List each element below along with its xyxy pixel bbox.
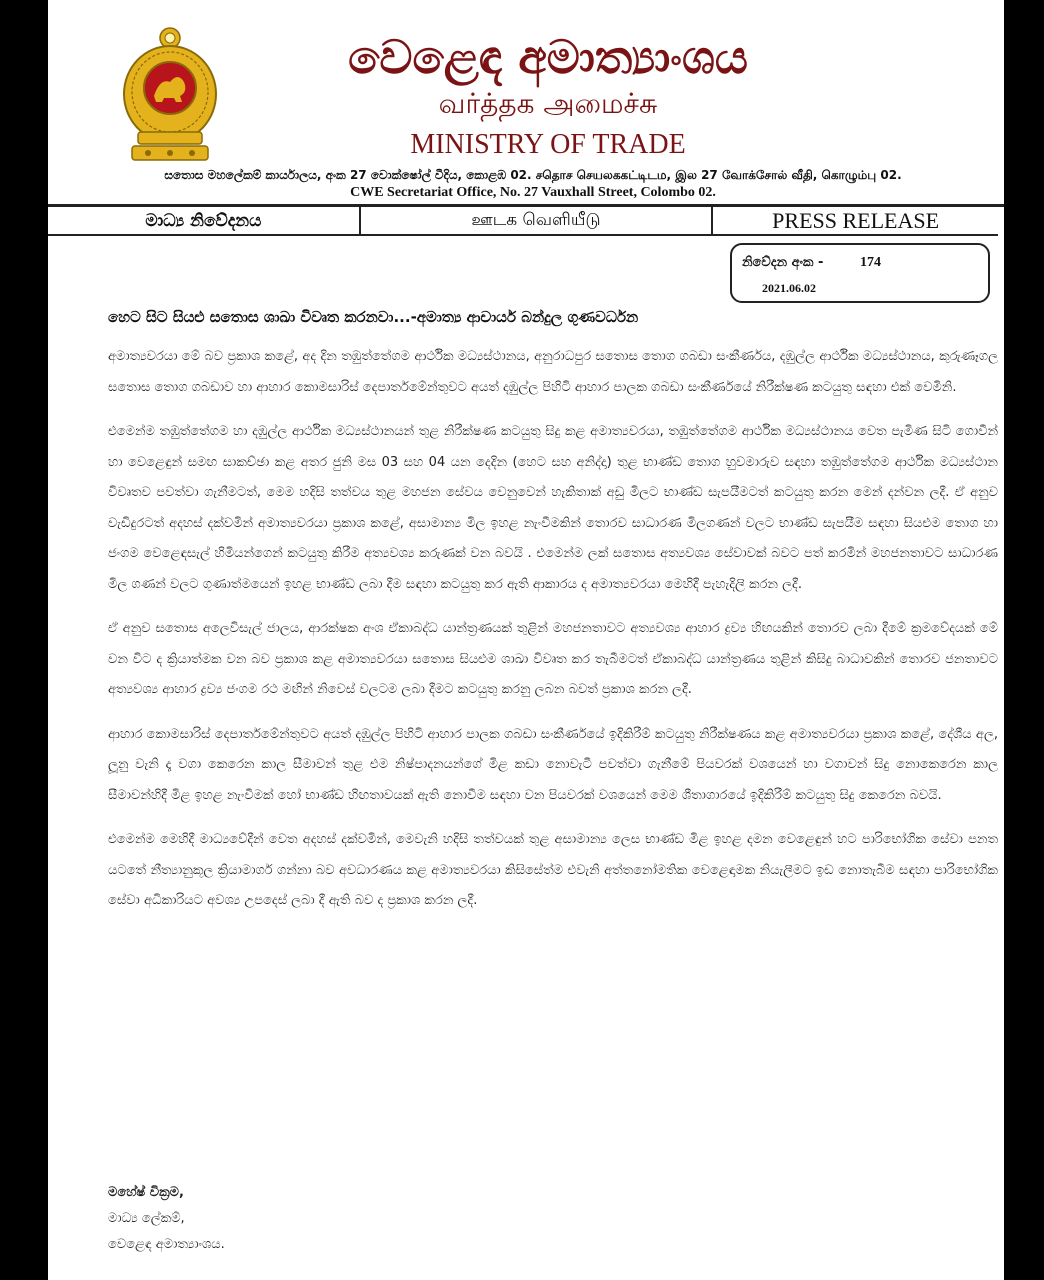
paragraph: එමෙන්ම මෙහිදී මාධ්‍යවේදීන් වෙත අදහස් දක්වමින්, මෙවැනි හදිසි තත්වයක් තුළ අසාමාන්‍ය ලෙස භාණ්ඩ මිළ ඉහළ දමන වෙළෙඳුන් හට පාරිභෝගික සේවා පනත යටතේ නීත්‍යානුකූල ක්‍රියාමාර්ග ගන්නා බව අවධාරණය කළ අමාත්‍යවරයා කිසිසේත්ම එවැනි අත්තනෝමතික වෙළෙඳාමක නියැලීමට ඉඩ නොතැබීම සඳහා පාරිභෝගික සේවා අධිකාරියට අවශ්‍ය උපදෙස් ලබා දී ඇති බව ද ප්‍රකාශ කරන ලදී. bbox=[108, 832, 998, 908]
banner-sinhala: මාධ්‍ය නිවේදනය bbox=[48, 207, 361, 234]
reference-number: 174 bbox=[860, 255, 881, 270]
paragraph: අමාත්‍යවරයා මේ බව ප්‍රකාශ කළේ, අද දින තඹුත්තේගම ආර්ථික මධ්‍යස්ථානය, අනුරාධපුර සතොස තොග ගබඩා සංකීර්ණය, දඹුල්ල ආර්ථික මධ්‍යස්ථානය, කුරුණෑගල සතොස තොග ගබඩාව හා ආහාර කොමසාරිස් දෙපාර්තමේන්තුවට අයත් දඹුල්ල පිහිටි ආහාර පාලක ගබඩා සංකීර්ණයේ නිරීක්ෂණ කටයුතු සඳහා එක් වෙමිනි. bbox=[108, 349, 998, 395]
paragraph: එමෙන්ම තඹුත්තේගම හා දඹුල්ල ආර්ථික මධ්‍යස්ථානයන් තුළ නිරීක්ෂණ කටයුතු සිදු කළ අමාත්‍යවරයා, තඹුත්තේගම ආර්ථික මධ්‍යස්ථානය වෙත පැමිණ සිටි ගොවීන් හා වෙළෙඳුන් සමඟ සාකච්ඡා කළ අතර ජුනි මස 03 සහ 04 යන දෙදින (හෙට සහ අනිද්දා) තුළ භාණ්ඩ තොග හුවමාරුව සඳහා තඹුත්තේගම ආර්ථික මධ්‍යස්ථාන විවෘතව පවත්වා ගැනීමටත්, මෙම හදිසි තත්වය තුළ මහජන සේවය වෙනුවෙන් හැකිතාක් අඩු මිලට භාණ්ඩ සැපයීමටත් කටයුතු කරන මෙන් දන්වන ලදී. ඒ අනුව වැඩිදුරටත් අදහස් දක්වමින් අමාත්‍යවරයා ප්‍රකාශ කළේ, අසාමාන්‍ය මිල ඉහළ නැංවීමකින් තොරව සාධාරණ මිලගණන් වලට භාණ්ඩ සැපයීම සඳහා සියළුම තොග හා ජංගම වෙළෙඳසැල් හිමියන්ගෙන් කටයුතු කිරීම අත්‍යවශ්‍ය කරුණක් වන බවයි . එමෙන්ම ලක් සතොස අත්‍යවශ්‍ය සේවාවක් බවට පත් කරමින් මහජනතාවට සාධාරණ මිල ගණන් වලට ගුණාත්මයෙන් ඉහළ භාණ්ඩ ලබා දීම සඳහා කටයුතු කර ඇති ආකාරය ද අමාත්‍යවරයා මෙහිදී පැහැදිලි කරන ලදී. bbox=[108, 424, 998, 592]
address-sinhala-tamil: සතොස මහලේකම් කාර්යාලය, අංක 27 වොක්ෂෝල් වීදිය, කොළඹ 02. சதொச செயலககட்டிடம, இல 27 வோக்சோல் வீதி, கொழும்பு 02. bbox=[164, 168, 902, 182]
reference-label: නිවේදන අංක - bbox=[742, 255, 824, 270]
body-text bbox=[108, 342, 998, 931]
reference-box bbox=[730, 243, 990, 303]
paragraph: ඒ අනුව සතොස අලෙවිසැල් ජාලය, ආරක්ෂක අංශ ඒකාබද්ධ යාන්ත්‍රණයක් තුළින් මහජනතාවට අත්‍යවශ්‍ය ආහාර ද්‍රව්‍ය හිඟයකින් තොරව ලබා දීමේ ක්‍රමවේදයක් මේ වන විට ද ක්‍රියාත්මක වන බව ප්‍රකාශ කළ අමාත්‍යවරයා සතොස සියළුම ශාඛා විවෘත කර තැබීමටත් ඒකාබද්ධ යාන්ත්‍රණය තුළින් කිසිදු බාධාවකින් තොරව ජනතාවට අත්‍යවශ්‍ය ආහාර ද්‍රව්‍ය ජංගම රථ මඟින් නිවෙස් වලටම ලබා දීමට කටයුතු කරනු ලබන බවත් ප්‍රකාශ කරන ලදී. bbox=[108, 621, 998, 697]
address-english: CWE Secretariat Office, No. 27 Vauxhall Street, Colombo 02. bbox=[350, 185, 716, 200]
ministry-title-english: MINISTRY OF TRADE bbox=[410, 129, 686, 160]
press-release-banner bbox=[48, 207, 998, 236]
banner-english: PRESS RELEASE bbox=[772, 207, 940, 233]
press-release-page bbox=[48, 0, 1004, 1280]
national-emblem-icon bbox=[118, 24, 222, 164]
headline: හෙට සිට සියළු සතොස ශාඛා විවෘත කරනවා...-අමාත්‍ය ආචාර්ය බන්දුල ගුණවර්ධන bbox=[108, 308, 639, 326]
ministry-title-tamil: வர்த்தக அமைச்சு bbox=[438, 87, 658, 120]
signature-block bbox=[108, 1180, 508, 1258]
signatory-title: මාධ්‍ය ලේකම්, bbox=[108, 1211, 185, 1226]
signatory-name: මහේෂ් වික්‍රම, bbox=[108, 1185, 184, 1200]
reference-date: 2021.06.02 bbox=[762, 281, 816, 295]
signatory-office: වෙළෙඳ අමාත්‍යාංශය. bbox=[108, 1237, 225, 1252]
ministry-title-sinhala: වෙළෙඳ අමාත්‍යාංශය bbox=[348, 30, 748, 84]
banner-tamil: ஊடக வெளியீடு bbox=[361, 207, 714, 234]
paragraph: ආහාර කොමසාරිස් දෙපාර්තමේන්තුවට අයත් දඹුල්ල පිහිටි ආහාර පාලක ගබඩා සංකීර්ණයේ ඉදිකිරීම් කටයුතු නිරීක්ෂණය කළ අමාත්‍යවරයා ප්‍රකාශ කළේ, දේශීය අල, ලූනු වැනි දෑ වගා කෙරෙන කාල සීමාවන් තුළ එම නිෂ්පාදනයන්ගේ මිළ කඩා නොවැටී පවත්වා ගැනීමේ පියවරක් වශයෙන් හා වගාවන් සිදු නොකෙරෙන කාල සීමාවන්හිදී මිළ ඉහළ නැංවීමක් හෝ භාණ්ඩ හිඟතාවයක් ඇති නොවීම සඳහා වන පියවරක් වශයෙන් මෙම ශීතාගාරයේ ඉදිකිරීම් කටයුතු සිදු කෙරෙන බවයි. bbox=[108, 726, 998, 803]
